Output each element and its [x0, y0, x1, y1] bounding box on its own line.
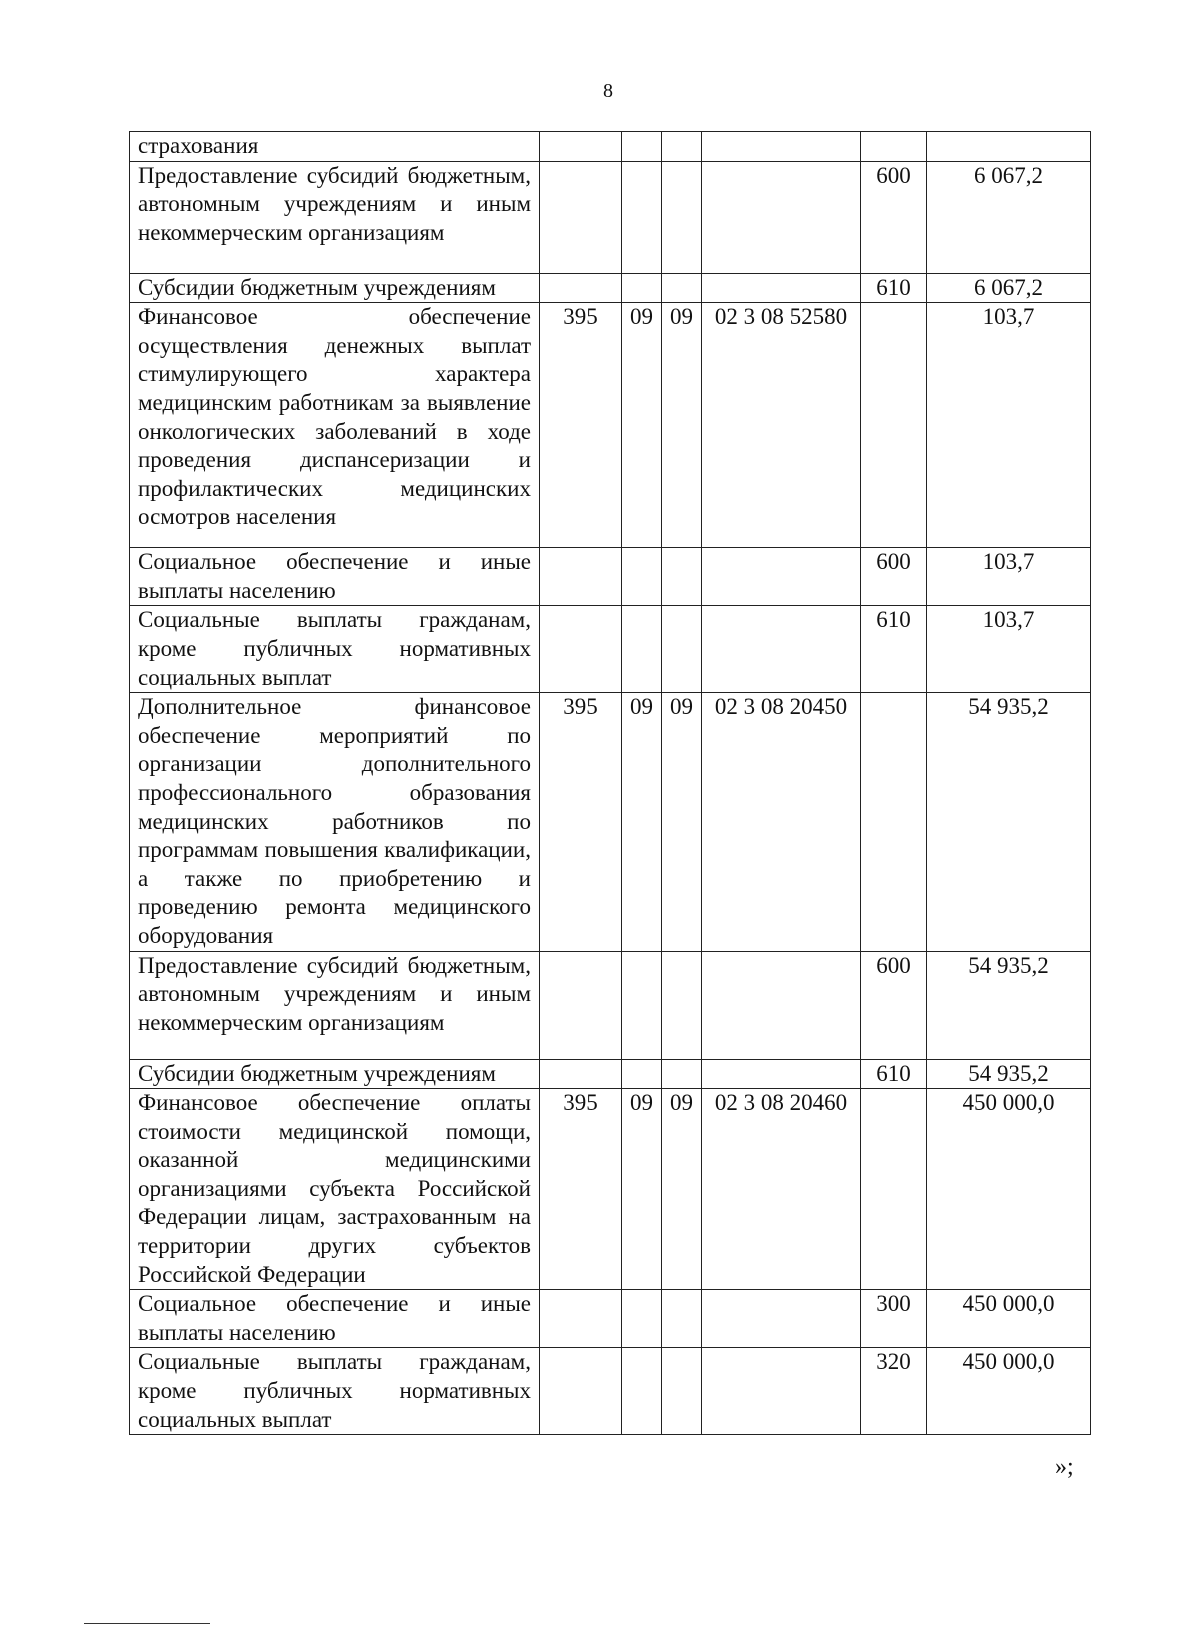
cell-subsection: 09	[662, 1089, 702, 1290]
cell-target-article: 02 3 08 52580	[702, 303, 861, 548]
cell-grbs	[540, 606, 622, 693]
cell-name: Дополнительное финансовое обеспечение мероприятий по организации дополнительного профессионального образования медицинских работников по программам повышения квалификации, а также по приобретению и проведению ремонта медицинского оборудования	[130, 693, 540, 951]
cell-amount: 450 000,0	[927, 1290, 1091, 1348]
cell-grbs: 395	[540, 303, 622, 548]
footnote-separator	[84, 1623, 210, 1624]
cell-target-article	[702, 1290, 861, 1348]
cell-name: Предоставление субсидий бюджетным, автономным учреждениям и иным некоммерческим организациям	[130, 951, 540, 1059]
cell-target-article	[702, 1348, 861, 1435]
cell-target-article	[702, 273, 861, 303]
table-row	[130, 1089, 1091, 1290]
cell-section	[622, 1059, 662, 1089]
cell-grbs	[540, 132, 622, 162]
cell-grbs	[540, 548, 622, 606]
page-number: 8	[603, 80, 613, 102]
table-row	[130, 1059, 1091, 1089]
table-row	[130, 693, 1091, 951]
cell-subsection: 09	[662, 303, 702, 548]
cell-grbs	[540, 1059, 622, 1089]
cell-name: Финансовое обеспечение осуществления денежных выплат стимулирующего характера медицинским работникам за выявление онкологических заболеваний в ходе проведения диспансеризации и профилактических медицинских осмотров населения	[130, 303, 540, 548]
cell-section	[622, 161, 662, 273]
cell-amount: 54 935,2	[927, 1059, 1091, 1089]
cell-name: страхования	[130, 132, 540, 162]
cell-expense-type: 320	[861, 1348, 927, 1435]
cell-section	[622, 273, 662, 303]
budget-table	[129, 131, 1091, 1435]
cell-name: Субсидии бюджетным учреждениям	[130, 1059, 540, 1089]
cell-section	[622, 548, 662, 606]
cell-amount: 450 000,0	[927, 1348, 1091, 1435]
cell-amount	[927, 132, 1091, 162]
cell-expense-type: 600	[861, 951, 927, 1059]
table-row	[130, 1348, 1091, 1435]
cell-amount: 6 067,2	[927, 161, 1091, 273]
cell-subsection	[662, 1348, 702, 1435]
cell-expense-type	[861, 132, 927, 162]
table-row	[130, 132, 1091, 162]
closing-quote: »;	[1055, 1454, 1074, 1480]
cell-subsection	[662, 273, 702, 303]
cell-expense-type: 300	[861, 1290, 927, 1348]
cell-subsection	[662, 606, 702, 693]
cell-subsection: 09	[662, 693, 702, 951]
cell-subsection	[662, 161, 702, 273]
cell-subsection	[662, 1290, 702, 1348]
cell-section: 09	[622, 693, 662, 951]
cell-grbs	[540, 951, 622, 1059]
cell-grbs	[540, 1348, 622, 1435]
cell-name: Финансовое обеспечение оплаты стоимости медицинской помощи, оказанной медицинскими организациями субъекта Российской Федерации лицам, застрахованным на территории других субъектов Российской Федерации	[130, 1089, 540, 1290]
cell-section: 09	[622, 303, 662, 548]
cell-target-article	[702, 161, 861, 273]
cell-section	[622, 951, 662, 1059]
cell-grbs	[540, 273, 622, 303]
cell-target-article	[702, 606, 861, 693]
cell-section	[622, 1348, 662, 1435]
table-row	[130, 1290, 1091, 1348]
cell-amount: 6 067,2	[927, 273, 1091, 303]
cell-name: Социальные выплаты гражданам, кроме публичных нормативных социальных выплат	[130, 1348, 540, 1435]
cell-target-article: 02 3 08 20450	[702, 693, 861, 951]
budget-table-body	[130, 132, 1091, 1435]
table-row	[130, 161, 1091, 273]
cell-expense-type: 610	[861, 606, 927, 693]
cell-expense-type: 600	[861, 161, 927, 273]
cell-section	[622, 606, 662, 693]
cell-target-article	[702, 951, 861, 1059]
table-row	[130, 273, 1091, 303]
cell-amount: 450 000,0	[927, 1089, 1091, 1290]
cell-grbs	[540, 1290, 622, 1348]
cell-target-article: 02 3 08 20460	[702, 1089, 861, 1290]
cell-amount: 103,7	[927, 548, 1091, 606]
cell-amount: 54 935,2	[927, 693, 1091, 951]
cell-section	[622, 1290, 662, 1348]
cell-name: Социальное обеспечение и иные выплаты населению	[130, 548, 540, 606]
cell-expense-type: 610	[861, 1059, 927, 1089]
cell-amount: 103,7	[927, 303, 1091, 548]
table-row	[130, 951, 1091, 1059]
cell-subsection	[662, 951, 702, 1059]
cell-target-article	[702, 132, 861, 162]
cell-name: Социальное обеспечение и иные выплаты населению	[130, 1290, 540, 1348]
table-row	[130, 548, 1091, 606]
cell-name: Социальные выплаты гражданам, кроме публичных нормативных социальных выплат	[130, 606, 540, 693]
cell-grbs	[540, 161, 622, 273]
cell-amount: 54 935,2	[927, 951, 1091, 1059]
cell-section: 09	[622, 1089, 662, 1290]
cell-expense-type: 610	[861, 273, 927, 303]
cell-subsection	[662, 132, 702, 162]
cell-section	[622, 132, 662, 162]
table-row	[130, 606, 1091, 693]
cell-subsection	[662, 1059, 702, 1089]
cell-subsection	[662, 548, 702, 606]
cell-target-article	[702, 548, 861, 606]
cell-grbs: 395	[540, 693, 622, 951]
table-row	[130, 303, 1091, 548]
cell-amount: 103,7	[927, 606, 1091, 693]
cell-grbs: 395	[540, 1089, 622, 1290]
cell-name: Предоставление субсидий бюджетным, автономным учреждениям и иным некоммерческим организациям	[130, 161, 540, 273]
cell-target-article	[702, 1059, 861, 1089]
cell-expense-type	[861, 693, 927, 951]
cell-expense-type	[861, 1089, 927, 1290]
cell-expense-type	[861, 303, 927, 548]
cell-expense-type: 600	[861, 548, 927, 606]
cell-name: Субсидии бюджетным учреждениям	[130, 273, 540, 303]
